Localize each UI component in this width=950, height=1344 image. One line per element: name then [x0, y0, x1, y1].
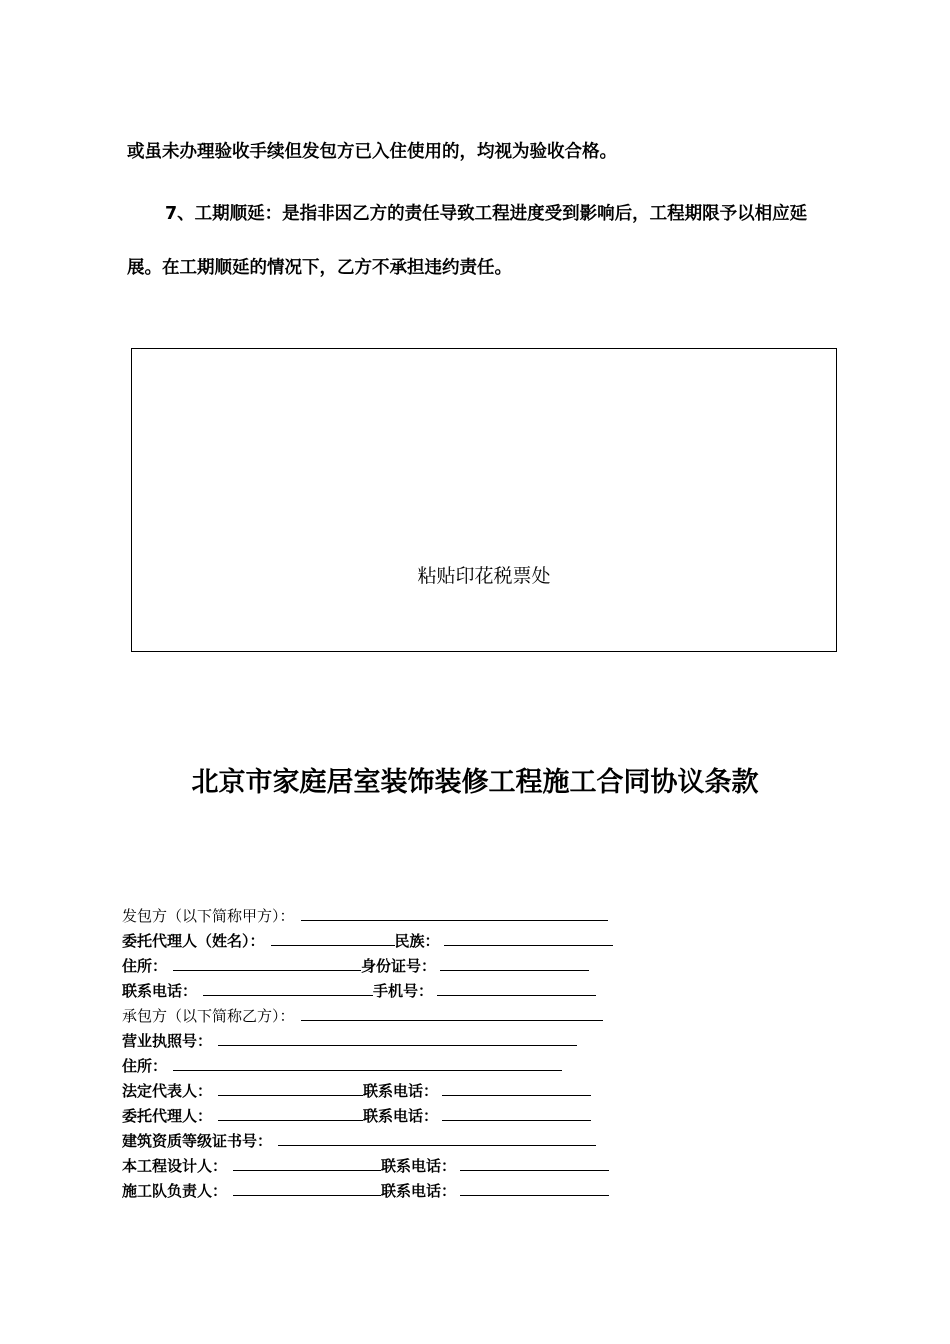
contract-title: 北京市家庭居室装饰装修工程施工合同协议条款 [191, 767, 759, 798]
contractor-agent-phone-label: 联系电话： [363, 1107, 439, 1125]
row-employer-phone [122, 980, 682, 1005]
legal-rep-phone-label: 联系电话： [363, 1082, 439, 1100]
employer-label: 发包方（以下简称甲方）： [122, 907, 295, 925]
row-employer [122, 905, 682, 930]
employer-address-label: 住所： [122, 957, 168, 975]
crew-leader-label: 施工队负责人： [122, 1182, 228, 1200]
row-employer-agent [122, 930, 682, 955]
business-license-field[interactable] [218, 1031, 577, 1046]
employer-phone-field[interactable] [203, 981, 373, 996]
row-legal-rep [122, 1080, 682, 1105]
row-business-license [122, 1030, 682, 1055]
row-contractor [122, 1005, 682, 1030]
row-contractor-agent [122, 1105, 682, 1130]
row-qualification-cert [122, 1130, 682, 1155]
legal-rep-label: 法定代表人： [122, 1082, 213, 1100]
crew-leader-field[interactable] [233, 1181, 381, 1196]
designer-label: 本工程设计人： [122, 1157, 228, 1175]
stamp-tax-box [131, 348, 837, 652]
paragraph-extension-text: 7、工期顺延：是指非因乙方的责任导致工程进度受到影响后，工程期限予以相应延展。在工期顺延的情况下，乙方不承担违约责任。 [127, 204, 808, 278]
employer-address-field[interactable] [173, 956, 361, 971]
row-designer [122, 1155, 682, 1180]
legal-rep-phone-field[interactable] [442, 1081, 591, 1096]
employer-field[interactable] [301, 906, 608, 921]
row-contractor-address [122, 1055, 682, 1080]
employer-agent-label: 委托代理人（姓名）： [122, 932, 265, 950]
row-employer-address [122, 955, 682, 980]
contractor-agent-phone-field[interactable] [442, 1106, 591, 1121]
mobile-field[interactable] [437, 981, 596, 996]
paragraph-acceptance: 或虽未办理验收手续但发包方已入住使用的，均视为验收合格。 [127, 142, 617, 162]
stamp-tax-label: 粘贴印花税票处 [417, 565, 551, 587]
id-number-field[interactable] [440, 956, 589, 971]
employer-phone-label: 联系电话： [122, 982, 198, 1000]
business-license-label: 营业执照号： [122, 1032, 213, 1050]
employer-agent-field[interactable] [271, 931, 395, 946]
legal-rep-field[interactable] [218, 1081, 363, 1096]
contractor-field[interactable] [301, 1006, 603, 1021]
contractor-label: 承包方（以下简称乙方）： [122, 1007, 295, 1025]
designer-field[interactable] [233, 1156, 381, 1171]
designer-phone-field[interactable] [460, 1156, 609, 1171]
crew-leader-phone-field[interactable] [460, 1181, 609, 1196]
ethnicity-field[interactable] [444, 931, 613, 946]
qualification-cert-label: 建筑资质等级证书号： [122, 1132, 273, 1150]
paragraph-extension [127, 187, 837, 295]
contractor-address-label: 住所： [122, 1057, 168, 1075]
designer-phone-label: 联系电话： [381, 1157, 457, 1175]
mobile-label: 手机号： [373, 982, 434, 1000]
contractor-address-field[interactable] [173, 1056, 562, 1071]
row-crew-leader [122, 1180, 682, 1205]
contractor-agent-field[interactable] [218, 1106, 363, 1121]
ethnicity-label: 民族： [394, 932, 440, 950]
contractor-agent-label: 委托代理人： [122, 1107, 213, 1125]
id-number-label: 身份证号： [361, 957, 437, 975]
qualification-cert-field[interactable] [278, 1131, 596, 1146]
crew-leader-phone-label: 联系电话： [381, 1182, 457, 1200]
